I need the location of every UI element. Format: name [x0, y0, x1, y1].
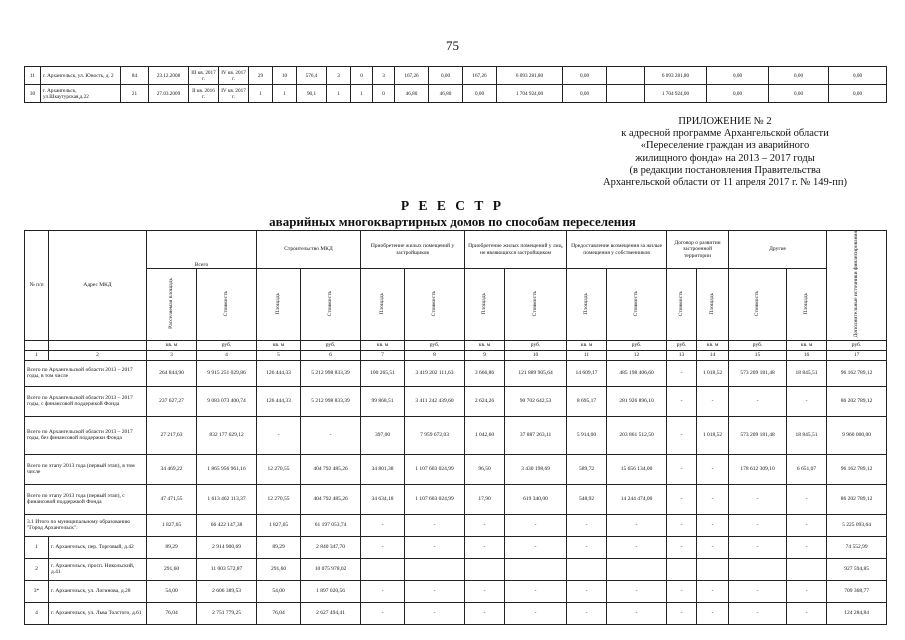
row-value: -: [361, 536, 405, 558]
row-value: [465, 558, 505, 580]
row-value: -: [697, 536, 729, 558]
row-value: [567, 558, 607, 580]
summary-value: -: [567, 514, 607, 536]
header-acq-not-developers: Приобретение жилых помещений у лиц, не являющихся застройщиком: [465, 231, 567, 269]
summary-value: -: [697, 454, 729, 484]
summary-value: 3 419 202 111,63: [405, 360, 465, 386]
column-number: 2: [49, 350, 147, 360]
header-construction: Строительство МКД: [257, 231, 361, 269]
table-cell: 30: [25, 85, 41, 103]
unit-cell: руб.: [301, 340, 361, 350]
summary-value: 14 609,17: [567, 360, 607, 386]
row-value: 927 594,85: [827, 558, 887, 580]
summary-value: 9 083 073 400,74: [197, 386, 257, 416]
row-value: 11 003 572,87: [197, 558, 257, 580]
table-cell: 1: [351, 85, 373, 103]
summary-value: 203 861 512,50: [607, 416, 667, 454]
table-cell: IV кв. 2017 г.: [219, 67, 249, 85]
row-value: 74 552,99: [827, 536, 887, 558]
summary-value: 96 162 789,12: [827, 454, 887, 484]
top-continuation-table: [24, 66, 887, 103]
unit-cell: кв. м: [361, 340, 405, 350]
row-value: -: [567, 580, 607, 602]
row-value: 54,00: [147, 580, 197, 602]
table-cell: 576,4: [297, 67, 327, 85]
summary-label: Всего по Архангельской области 2013 – 2017 годы, в том числе: [25, 360, 147, 386]
column-number: 6: [301, 350, 361, 360]
column-number: 11: [567, 350, 607, 360]
summary-label: Всего по этапу 2013 года (первый этап), в том числе: [25, 454, 147, 484]
summary-value: -: [697, 484, 729, 514]
row-value: -: [667, 536, 697, 558]
page-number: 75: [446, 38, 459, 53]
summary-value: 1 042,60: [465, 416, 505, 454]
table-cell: 11: [25, 67, 41, 85]
summary-value: 86 202 789,12: [827, 484, 887, 514]
summary-value: 573 209 181,48: [729, 416, 787, 454]
summary-value: 3 411 242 439,60: [405, 386, 465, 416]
summary-value: -: [667, 514, 697, 536]
unit-cell: кв. м: [465, 340, 505, 350]
appendix-line: к адресной программе Архангельской области: [621, 128, 829, 140]
table-cell: 46,80: [429, 85, 463, 103]
row-value: -: [697, 602, 729, 624]
summary-value: 1 018,52: [697, 360, 729, 386]
summary-value: 404 792 485,26: [301, 454, 361, 484]
row-value: 76,04: [257, 602, 301, 624]
header-area: Площадь: [567, 269, 607, 341]
row-value: 89,29: [257, 536, 301, 558]
column-number: 15: [729, 350, 787, 360]
appendix-line: Архангельской области от 11 апреля 2017 г. № 149-пп): [603, 177, 847, 189]
row-value: [361, 558, 405, 580]
summary-value: 96,50: [465, 454, 505, 484]
summary-value: 5 212 998 833,39: [301, 386, 361, 416]
row-value: -: [697, 580, 729, 602]
summary-value: -: [607, 514, 667, 536]
column-number: 16: [787, 350, 827, 360]
row-value: 2 606 389,53: [197, 580, 257, 602]
unit-cell: кв. м: [147, 340, 197, 350]
summary-value: 17,90: [465, 484, 505, 514]
table-cell: 167,26: [395, 67, 429, 85]
appendix-header: [560, 116, 890, 189]
row-value: 10 075 978,02: [301, 558, 361, 580]
row-value: [405, 558, 465, 580]
document-subtitle: аварийных многоквартирных домов по способам переселения: [269, 214, 636, 229]
table-cell: 27.03.2009: [149, 85, 189, 103]
table-cell: 167,26: [463, 67, 497, 85]
header-area: Площадь: [697, 269, 729, 341]
summary-value: -: [301, 416, 361, 454]
summary-value: 6 651,07: [787, 454, 827, 484]
table-cell: III кв. 2017 г.: [189, 67, 219, 85]
summary-value: 237 627,27: [147, 386, 197, 416]
table-cell: 1: [327, 85, 351, 103]
summary-value: 99 868,51: [361, 386, 405, 416]
summary-value: 86 202 789,12: [827, 386, 887, 416]
summary-value: 34 634,18: [361, 484, 405, 514]
summary-value: 8 695,17: [567, 386, 607, 416]
summary-row: [25, 386, 887, 416]
unit-cell: руб.: [505, 340, 567, 350]
header-cost: Стоимость: [197, 269, 257, 341]
column-number: 10: [505, 350, 567, 360]
table-cell: [607, 85, 645, 103]
summary-value: 96 162 789,12: [827, 360, 887, 386]
unit-cell: кв. м: [697, 340, 729, 350]
table-cell: 0,00: [429, 67, 463, 85]
row-value: -: [567, 602, 607, 624]
summary-value: 27 217,63: [147, 416, 197, 454]
header-compensation: Предоставление возмещения за жилые помещения у собственников: [567, 231, 667, 269]
column-number: 13: [667, 350, 697, 360]
summary-value: 3 666,86: [465, 360, 505, 386]
row-value: 2 914 900,69: [197, 536, 257, 558]
table-cell: 0,00: [707, 67, 769, 85]
summary-value: 61 197 053,74: [301, 514, 361, 536]
row-address: г. Архангельск, ул. Логинова, д.28: [49, 580, 147, 602]
summary-value: 15 656 134,00: [607, 454, 667, 484]
summary-value: 12 270,55: [257, 484, 301, 514]
column-number: 8: [405, 350, 465, 360]
summary-value: 37 887 263,11: [505, 416, 567, 454]
row-value: 76,04: [147, 602, 197, 624]
row-value: -: [405, 536, 465, 558]
header-area: Площадь: [465, 269, 505, 341]
table-cell: г. Архангельск, ул.Шкаутурская,д.22: [41, 85, 121, 103]
table-cell: 0,00: [829, 85, 887, 103]
registry-table: [24, 230, 887, 625]
header-acq-developers: Приобретение жилых помещений у застройщиков: [361, 231, 465, 269]
table-cell: 1: [249, 85, 273, 103]
summary-value: 18 845,51: [787, 360, 827, 386]
table-cell: 0,00: [829, 67, 887, 85]
summary-value: -: [729, 514, 787, 536]
appendix-line: (в редакции постановления Правительства: [629, 164, 821, 176]
row-number: 1: [25, 536, 49, 558]
summary-value: -: [697, 386, 729, 416]
row-value: -: [465, 580, 505, 602]
summary-value: 1 107 603 024,99: [405, 454, 465, 484]
row-value: -: [607, 602, 667, 624]
column-number: 9: [465, 350, 505, 360]
row-value: 54,00: [257, 580, 301, 602]
appendix-line: «Переселение граждан из аварийного: [640, 140, 810, 152]
row-value: [787, 558, 827, 580]
row-value: 291,60: [257, 558, 301, 580]
table-cell: 1 704 924,00: [497, 85, 563, 103]
summary-value: -: [787, 514, 827, 536]
row-value: -: [729, 580, 787, 602]
summary-value: 5 914,00: [567, 416, 607, 454]
row-value: -: [505, 536, 567, 558]
unit-cell: руб.: [827, 340, 887, 350]
table-row: [25, 580, 887, 602]
header-extra-sources: Дополнительные источники финансирования: [827, 231, 887, 341]
header-cost: Стоимость: [301, 269, 361, 341]
summary-value: 7 959 672,03: [405, 416, 465, 454]
table-cell: 0,00: [769, 67, 829, 85]
header-area: Площадь: [361, 269, 405, 341]
row-value: -: [729, 536, 787, 558]
summary-value: 34 469,22: [147, 454, 197, 484]
summary-value: -: [787, 484, 827, 514]
table-cell: 0,00: [463, 85, 497, 103]
summary-value: 548,92: [567, 484, 607, 514]
summary-label: 3.1 Итого по муниципальному образованию "Город Архангельск":: [25, 514, 147, 536]
summary-row: [25, 360, 887, 386]
summary-value: -: [667, 484, 697, 514]
table-cell: 21: [121, 85, 149, 103]
row-value: -: [361, 580, 405, 602]
summary-value: 178 612 309,10: [729, 454, 787, 484]
table-cell: 6 093 281,80: [497, 67, 563, 85]
unit-cell: руб.: [667, 340, 697, 350]
table-cell: 6 093 281,80: [645, 67, 707, 85]
table-cell: 84: [121, 67, 149, 85]
summary-value: -: [729, 484, 787, 514]
row-value: [697, 558, 729, 580]
table-row: [25, 536, 887, 558]
table-cell: 0: [351, 67, 373, 85]
column-number: 7: [361, 350, 405, 360]
row-value: -: [787, 536, 827, 558]
header-num: № п/п: [25, 231, 49, 341]
summary-value: 1 865 956 961,16: [197, 454, 257, 484]
column-number: 17: [827, 350, 887, 360]
header-settled-area: Расселяемая площадь: [147, 269, 197, 341]
row-value: [729, 558, 787, 580]
summary-value: 3 430 198,69: [505, 454, 567, 484]
row-value: -: [787, 602, 827, 624]
table-row: [25, 602, 887, 624]
summary-value: -: [667, 386, 697, 416]
summary-value: 281 926 896,10: [607, 386, 667, 416]
header-cost: Стоимость: [505, 269, 567, 341]
column-number: 14: [697, 350, 729, 360]
table-cell: 0: [373, 85, 395, 103]
header-area: Площадь: [257, 269, 301, 341]
row-value: 124 284,84: [827, 602, 887, 624]
table-row: [25, 67, 887, 85]
column-number: 5: [257, 350, 301, 360]
summary-value: 5 212 998 833,39: [301, 360, 361, 386]
table-cell: 1 704 924,00: [645, 85, 707, 103]
row-number: 3*: [25, 580, 49, 602]
header-cost: Стоимость: [607, 269, 667, 341]
summary-value: 126 444,33: [257, 360, 301, 386]
summary-value: 100 265,51: [361, 360, 405, 386]
summary-value: 18 845,51: [787, 416, 827, 454]
table-cell: 0,00: [563, 67, 607, 85]
summary-value: -: [465, 514, 505, 536]
unit-cell: руб.: [607, 340, 667, 350]
row-address: г. Архангельск, ул. Льва Толстого, д.61: [49, 602, 147, 624]
summary-value: 66 422 147,38: [197, 514, 257, 536]
table-cell: г. Архангельск, ул. Юность, д. 2: [41, 67, 121, 85]
row-value: -: [729, 602, 787, 624]
summary-row: [25, 484, 887, 514]
row-value: [505, 558, 567, 580]
summary-value: 9 960 000,00: [827, 416, 887, 454]
row-value: [667, 558, 697, 580]
row-value: -: [607, 580, 667, 602]
table-cell: 3: [373, 67, 395, 85]
summary-value: 47 471,55: [147, 484, 197, 514]
row-address: г. Архангельск, просп. Никольский, д.41: [49, 558, 147, 580]
summary-value: 14 244 474,00: [607, 484, 667, 514]
summary-value: 1 827,65: [147, 514, 197, 536]
summary-value: -: [667, 454, 697, 484]
table-cell: 0,00: [769, 85, 829, 103]
row-value: 1 897 020,56: [301, 580, 361, 602]
units-empty: [49, 340, 147, 350]
document-title: Р Е Е С Т Р: [400, 198, 505, 213]
summary-value: 5 225 093,64: [827, 514, 887, 536]
unit-cell: руб.: [729, 340, 787, 350]
row-address: г. Архангельск, пер. Торговый, д.42: [49, 536, 147, 558]
summary-value: 1 613 462 113,37: [197, 484, 257, 514]
summary-value: 126 444,33: [257, 386, 301, 416]
summary-value: -: [667, 360, 697, 386]
row-number: 4: [25, 602, 49, 624]
table-row: [25, 558, 887, 580]
unit-cell: руб.: [197, 340, 257, 350]
header-address: Адрес МКД: [49, 231, 147, 341]
summary-value: -: [729, 386, 787, 416]
row-value: -: [667, 580, 697, 602]
table-row: [25, 85, 887, 103]
row-value: 89,29: [147, 536, 197, 558]
column-number: 4: [197, 350, 257, 360]
summary-value: 9 915 251 029,86: [197, 360, 257, 386]
table-cell: 23.12.2008: [149, 67, 189, 85]
summary-value: 121 889 905,64: [505, 360, 567, 386]
table-cell: 3: [327, 67, 351, 85]
row-value: -: [405, 580, 465, 602]
row-value: 291,60: [147, 558, 197, 580]
summary-value: 485 198 406,60: [607, 360, 667, 386]
table-cell: 29: [249, 67, 273, 85]
summary-value: 397,00: [361, 416, 405, 454]
summary-row: [25, 454, 887, 484]
row-value: -: [787, 580, 827, 602]
row-value: 2 627 494,41: [301, 602, 361, 624]
summary-label: Всего по этапу 2013 года (первый этап), с финансовой поддержкой Фонда: [25, 484, 147, 514]
column-number: 12: [607, 350, 667, 360]
summary-value: 619 340,00: [505, 484, 567, 514]
row-value: 709 368,77: [827, 580, 887, 602]
summary-value: 404 792 485,26: [301, 484, 361, 514]
summary-value: 1 018,52: [697, 416, 729, 454]
header-cost: Стоимость: [667, 269, 697, 341]
table-cell: 0,00: [563, 85, 607, 103]
table-cell: II кв. 2016 г.: [189, 85, 219, 103]
summary-value: -: [667, 416, 697, 454]
summary-label: Всего по Архангельской области 2013 – 2017 годы, без финансовой поддержки Фонда: [25, 416, 147, 454]
header-area: Площадь: [787, 269, 827, 341]
row-value: [607, 558, 667, 580]
appendix-line: жилищного фонда» на 2013 – 2017 годы: [635, 152, 815, 164]
table-cell: 46,80: [395, 85, 429, 103]
summary-value: 34 801,38: [361, 454, 405, 484]
row-value: -: [667, 602, 697, 624]
unit-cell: руб.: [405, 340, 465, 350]
summary-value: 589,72: [567, 454, 607, 484]
unit-cell: кв. м: [567, 340, 607, 350]
summary-value: 90 702 642,53: [505, 386, 567, 416]
summary-row: [25, 514, 887, 536]
column-number: 3: [147, 350, 197, 360]
table-cell: IV кв. 2017 г.: [219, 85, 249, 103]
unit-cell: кв. м: [787, 340, 827, 350]
table-cell: 1: [273, 85, 297, 103]
header-cost: Стоимость: [729, 269, 787, 341]
summary-value: -: [405, 514, 465, 536]
table-cell: [607, 67, 645, 85]
summary-value: -: [361, 514, 405, 536]
summary-value: -: [257, 416, 301, 454]
row-value: -: [567, 536, 607, 558]
row-value: -: [405, 602, 465, 624]
header-other: Другие: [729, 231, 827, 269]
summary-value: 573 209 181,48: [729, 360, 787, 386]
summary-value: 264 844,90: [147, 360, 197, 386]
column-number: 1: [25, 350, 49, 360]
row-value: 2 751 779,25: [197, 602, 257, 624]
row-number: 2: [25, 558, 49, 580]
header-cost: Стоимость: [405, 269, 465, 341]
row-value: 2 840 347,70: [301, 536, 361, 558]
summary-value: 12 270,55: [257, 454, 301, 484]
row-value: -: [465, 536, 505, 558]
appendix-line: ПРИЛОЖЕНИЕ № 2: [678, 116, 772, 127]
row-value: -: [505, 602, 567, 624]
summary-value: -: [787, 386, 827, 416]
summary-value: -: [505, 514, 567, 536]
summary-value: -: [697, 514, 729, 536]
summary-value: 2 624,26: [465, 386, 505, 416]
header-total: Всего: [147, 231, 257, 269]
units-empty: [25, 340, 49, 350]
row-value: -: [607, 536, 667, 558]
table-cell: 90,1: [297, 85, 327, 103]
summary-label: Всего по Архангельской области 2013 – 2017 годы, с финансовой поддержкой Фонда: [25, 386, 147, 416]
row-value: -: [505, 580, 567, 602]
table-cell: 10: [273, 67, 297, 85]
row-value: -: [361, 602, 405, 624]
summary-value: 832 177 629,12: [197, 416, 257, 454]
summary-row: [25, 416, 887, 454]
header-development: Договор о развитии застроенной территории: [667, 231, 729, 269]
table-cell: 0,00: [707, 85, 769, 103]
summary-value: 1 107 603 024,99: [405, 484, 465, 514]
unit-cell: кв. м: [257, 340, 301, 350]
row-value: -: [465, 602, 505, 624]
summary-value: 1 827,65: [257, 514, 301, 536]
